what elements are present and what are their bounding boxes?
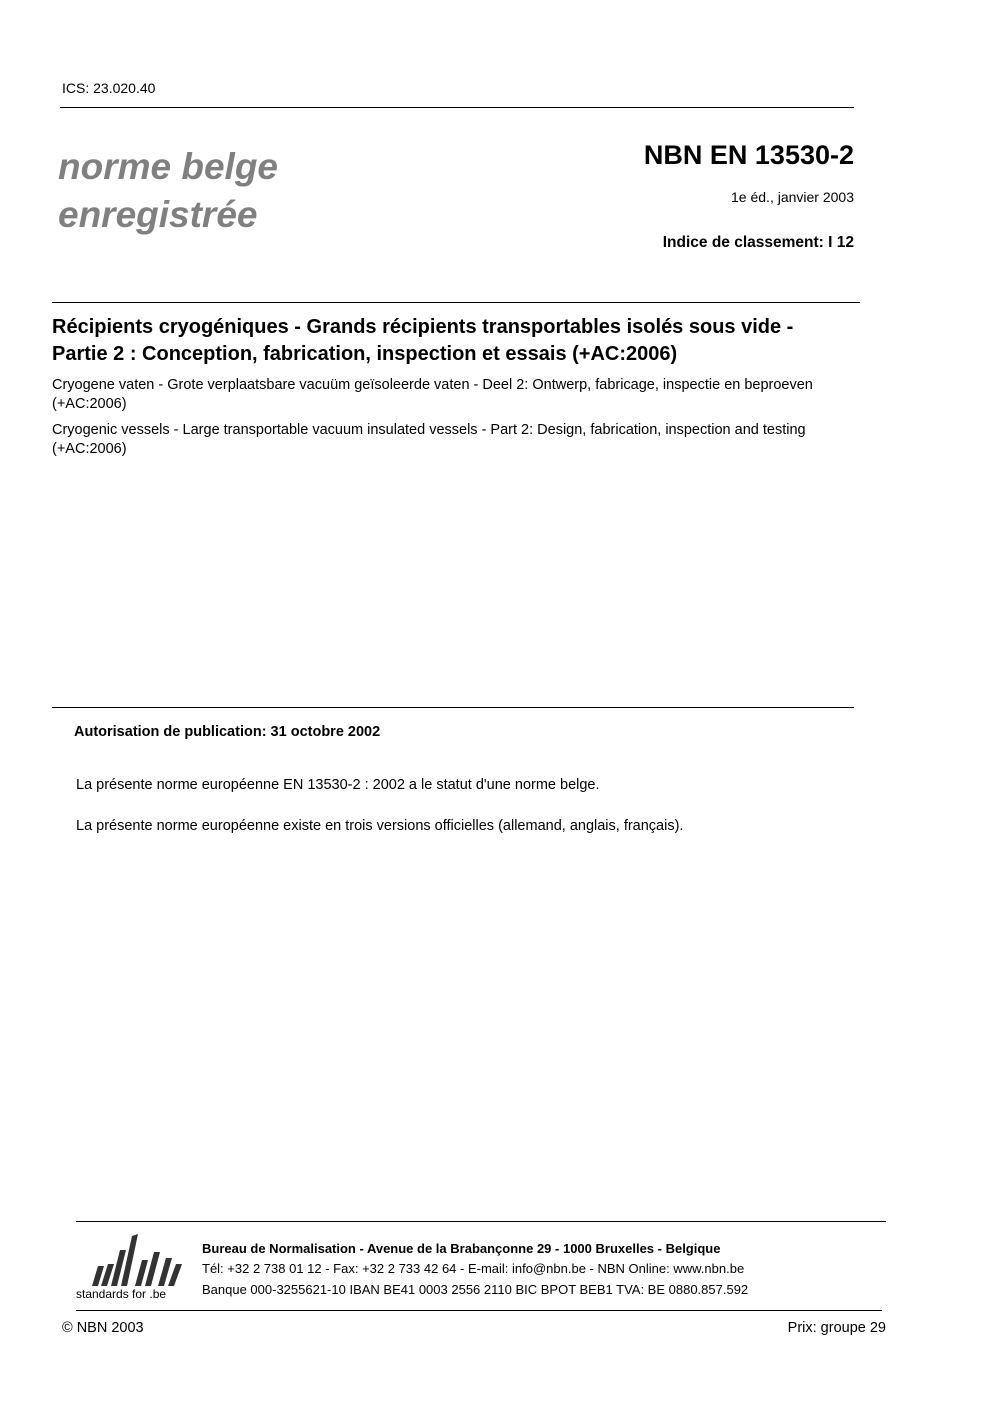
copyright: © NBN 2003 bbox=[62, 1320, 144, 1336]
title-english: Cryogenic vessels - Large transportable vacuum insulated vessels - Part 2: Design, fabrication, inspection and testing (+AC:2006) bbox=[52, 422, 806, 457]
status-paragraph: La présente norme européenne EN 13530-2 : 2002 a le statut d'une norme belge. bbox=[76, 777, 600, 793]
footer-divider-top bbox=[76, 1221, 886, 1222]
body-divider bbox=[52, 707, 854, 708]
footer-divider-bottom bbox=[76, 1310, 882, 1311]
edition-date: 1e éd., janvier 2003 bbox=[731, 189, 854, 205]
bureau-address: Bureau de Normalisation - Avenue de la Brabançonne 29 - 1000 Bruxelles - Belgique bbox=[202, 1241, 721, 1256]
bank-info: Banque 000-3255621-10 IBAN BE41 0003 2556 2110 BIC BPOT BEB1 TVA: BE 0880.857.592 bbox=[202, 1282, 749, 1297]
title-dutch: Cryogene vaten - Grote verplaatsbare vacuüm geïsoleerde vaten - Deel 2: Ontwerp, fabricage, inspectie en beproeven (+AC:2006) bbox=[52, 377, 813, 412]
title-divider bbox=[52, 302, 860, 303]
price-group: Prix: groupe 29 bbox=[787, 1320, 886, 1336]
versions-paragraph: La présente norme européenne existe en trois versions officielles (allemand, anglais, français). bbox=[76, 818, 684, 834]
registered-standard-line1: norme belge bbox=[58, 146, 278, 187]
logo-tagline: standards for .be bbox=[76, 1287, 167, 1301]
registered-standard-line2: enregistrée bbox=[58, 194, 258, 235]
contact-info: Tél: +32 2 738 01 12 - Fax: +32 2 733 42 64 - E-mail: info@nbn.be - NBN Online: www.nbn.be bbox=[202, 1261, 745, 1276]
nbn-logo-icon bbox=[76, 1230, 188, 1290]
publication-authorization: Autorisation de publication: 31 octobre 2002 bbox=[74, 724, 381, 740]
header-divider bbox=[60, 107, 854, 108]
classification-index: Indice de classement: I 12 bbox=[662, 234, 854, 251]
title-french: Récipients cryogéniques - Grands récipients transportables isolés sous vide - Partie 2 : Conception, fabrication, inspection et essais (+AC:2006) bbox=[52, 316, 794, 365]
ics-code: ICS: 23.020.40 bbox=[62, 80, 156, 96]
registered-standard-label bbox=[58, 143, 278, 239]
standard-number: NBN EN 13530-2 bbox=[643, 140, 854, 170]
